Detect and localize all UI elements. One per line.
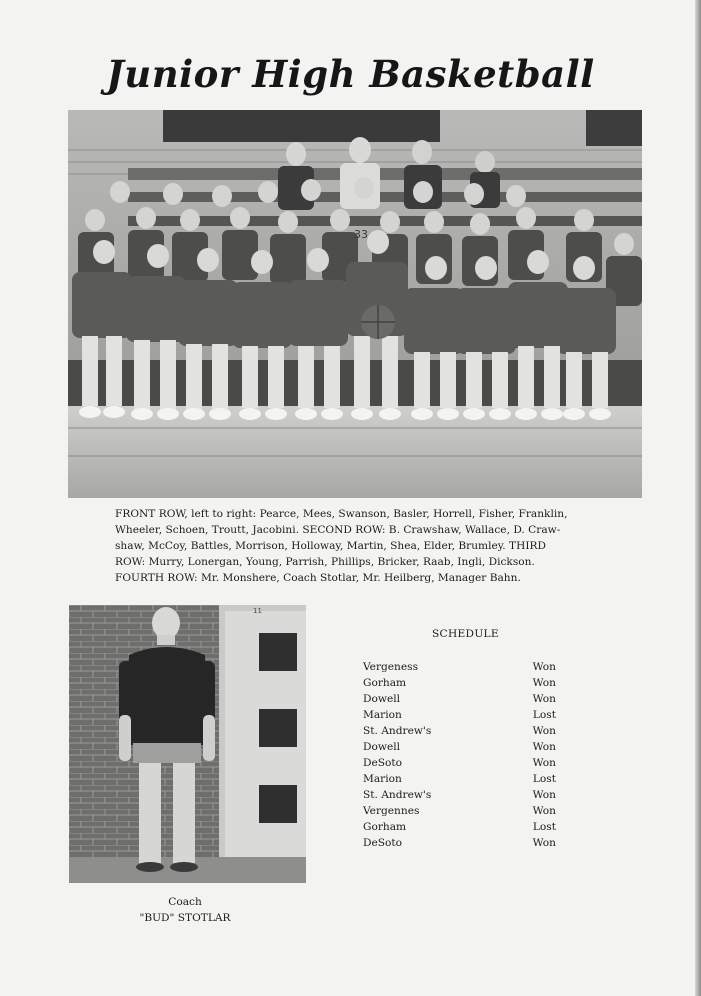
schedule-row bbox=[363, 739, 563, 755]
team-caption bbox=[115, 506, 605, 586]
schedule-result: Won bbox=[532, 693, 556, 705]
schedule-opponent: St. Andrew's bbox=[363, 725, 432, 737]
schedule-list bbox=[363, 659, 563, 851]
coach-photo bbox=[69, 605, 306, 883]
schedule-row bbox=[363, 819, 563, 835]
schedule-result: Won bbox=[532, 789, 556, 801]
team-photo bbox=[68, 110, 642, 498]
schedule-row bbox=[363, 691, 563, 707]
schedule-row bbox=[363, 755, 563, 771]
schedule-opponent: Dowell bbox=[363, 741, 400, 753]
schedule-opponent: Dowell bbox=[363, 693, 400, 705]
team-photo-image bbox=[68, 110, 642, 498]
door-number: 11 bbox=[253, 607, 262, 615]
caption-line: Wheeler, Schoen, Troutt, Jacobini. SECOND ROW: B. Crawshaw, Wallace, D. Craw- bbox=[115, 524, 561, 536]
schedule-result: Lost bbox=[532, 709, 556, 721]
schedule-row bbox=[363, 659, 563, 675]
schedule-row bbox=[363, 723, 563, 739]
schedule-result: Lost bbox=[532, 821, 556, 833]
schedule-opponent: Vergennes bbox=[363, 805, 420, 817]
schedule-result: Won bbox=[532, 661, 556, 673]
page-title: Junior High Basketball bbox=[106, 52, 595, 96]
schedule-result: Won bbox=[532, 837, 556, 849]
schedule-opponent: DeSoto bbox=[363, 757, 403, 769]
coach-photo-image bbox=[69, 605, 306, 883]
schedule-row bbox=[363, 835, 563, 851]
schedule-opponent: Gorham bbox=[363, 677, 407, 689]
schedule-result: Won bbox=[532, 757, 556, 769]
schedule-opponent: DeSoto bbox=[363, 837, 403, 849]
schedule-result: Won bbox=[532, 725, 556, 737]
coach-caption bbox=[69, 894, 301, 926]
coach-title: Coach bbox=[168, 896, 202, 908]
schedule-opponent: St. Andrew's bbox=[363, 789, 432, 801]
schedule-result: Lost bbox=[532, 773, 556, 785]
schedule-heading: SCHEDULE bbox=[432, 628, 499, 640]
page-edge bbox=[695, 0, 701, 996]
schedule-result: Won bbox=[532, 677, 556, 689]
caption-line: FRONT ROW, left to right: Pearce, Mees, Swanson, Basler, Horrell, Fisher, Franklin, bbox=[115, 508, 568, 520]
caption-line: shaw, McCoy, Battles, Morrison, Holloway, Martin, Shea, Elder, Brumley. THIRD bbox=[115, 540, 547, 552]
caption-line: ROW: Murry, Lonergan, Young, Parrish, Phillips, Bricker, Raab, Ingli, Dickson. bbox=[115, 556, 535, 568]
schedule-opponent: Marion bbox=[363, 773, 402, 785]
schedule-row bbox=[363, 787, 563, 803]
schedule-opponent: Marion bbox=[363, 709, 402, 721]
coach-name: "BUD" STOTLAR bbox=[139, 912, 231, 924]
jersey-number: 33 bbox=[354, 228, 368, 241]
schedule-row bbox=[363, 803, 563, 819]
caption-line: FOURTH ROW: Mr. Monshere, Coach Stotlar, Mr. Heilberg, Manager Bahn. bbox=[115, 572, 521, 584]
schedule-row bbox=[363, 675, 563, 691]
schedule-opponent: Vergeness bbox=[363, 661, 419, 673]
schedule-row bbox=[363, 771, 563, 787]
schedule-row bbox=[363, 707, 563, 723]
schedule-opponent: Gorham bbox=[363, 821, 407, 833]
schedule-result: Won bbox=[532, 741, 556, 753]
schedule-result: Won bbox=[532, 805, 556, 817]
